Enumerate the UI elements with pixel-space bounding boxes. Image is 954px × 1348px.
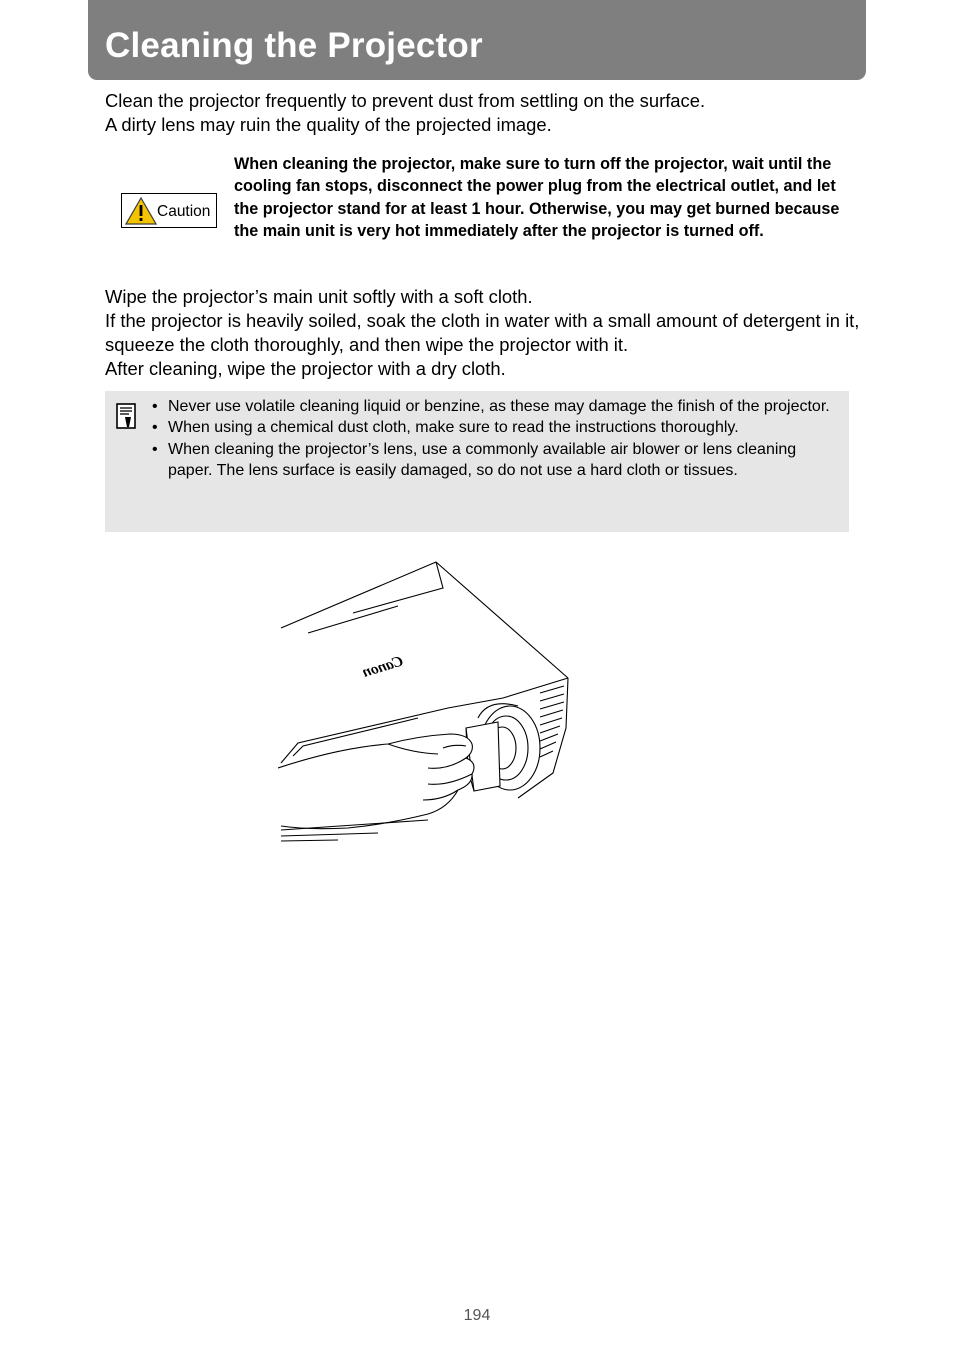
caution-text: When cleaning the projector, make sure to turn off the projector, wait until the cooling fan stops, disconnect the power plug from the electrical outlet, and let the projector stand for at least 1 hour. Otherwise, you may get burned because the main unit is very hot immediately after the projector is turned off. — [234, 155, 840, 240]
intro-line-2: A dirty lens may ruin the quality of the projected image. — [105, 114, 552, 135]
wipe-line-3: After cleaning, wipe the projector with a dry cloth. — [105, 358, 506, 379]
canon-logo: Canon — [360, 653, 406, 681]
note-box — [105, 391, 849, 532]
page-title: Cleaning the Projector — [105, 26, 483, 65]
note-item: • Never use volatile cleaning liquid or benzine, as these may damage the finish of the projector. — [150, 396, 830, 417]
wipe-line-2: If the projector is heavily soiled, soak the cloth in water with a small amount of detergent in it, squeeze the cloth thoroughly, and then wipe the projector with it. — [105, 310, 860, 355]
note-list — [150, 396, 830, 481]
intro-paragraph — [105, 89, 865, 137]
page-number: 194 — [463, 1307, 491, 1324]
wipe-line-1: Wipe the projector’s main unit softly with a soft cloth. — [105, 286, 533, 307]
cleaning-instructions — [105, 285, 865, 381]
caution-label: Caution — [157, 203, 211, 220]
caution-badge — [121, 193, 217, 228]
note-item: • When cleaning the projector’s lens, use a commonly available air blower or lens cleaning paper. The lens surface is easily damaged, so do not use a hard cloth or tissues. — [150, 439, 830, 482]
projector-cleaning-illustration — [278, 558, 578, 842]
page-header — [88, 0, 866, 80]
intro-line-1: Clean the projector frequently to prevent dust from settling on the surface. — [105, 90, 706, 111]
warning-triangle-icon — [125, 197, 157, 225]
memo-icon — [116, 403, 138, 429]
note-item: • When using a chemical dust cloth, make sure to read the instructions thoroughly. — [150, 417, 830, 438]
